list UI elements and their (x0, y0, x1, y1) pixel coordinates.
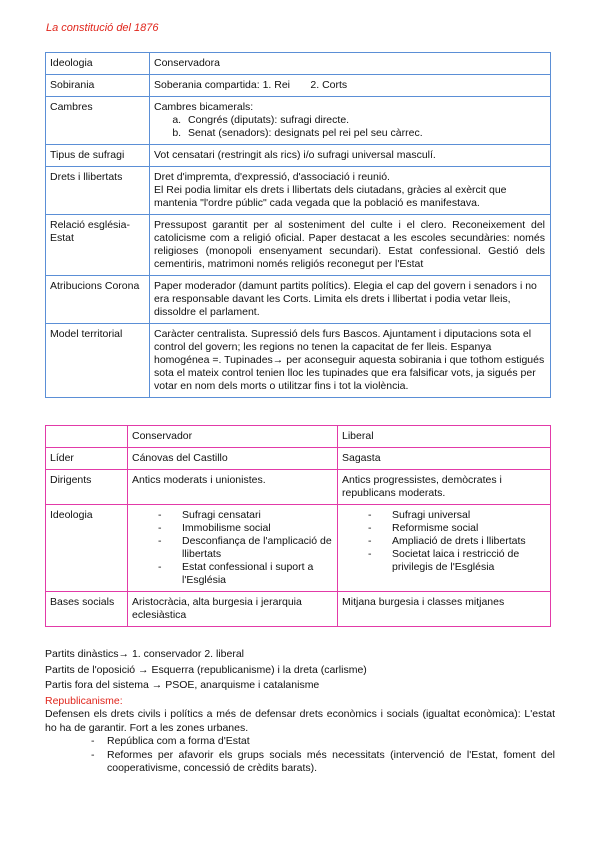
table-row-relacio (46, 215, 551, 276)
header-cell: Conservador (128, 426, 338, 448)
table-header-row (46, 426, 551, 448)
notes-line: Partits dinàstics→ 1. conservador 2. liberal (45, 648, 245, 660)
row-label: Model territorial (46, 324, 150, 398)
list-item: - República com a forma d'Estat (107, 735, 555, 749)
row-value: Conservadora (150, 53, 551, 75)
table-row-bases (46, 592, 551, 627)
table-row-drets (46, 167, 551, 215)
cell-liberal: Antics progressistes, demòcrates i republicans moderats. (338, 470, 551, 505)
cell-liberal: Sagasta (338, 448, 551, 470)
row-label: Ideologia (46, 505, 128, 592)
list-item: - Immobilisme social (172, 522, 332, 535)
table-row-atribucions (46, 276, 551, 324)
cell-conservador (128, 505, 338, 592)
cell-conservador: Aristocràcia, alta burgesia i jerarquia eclesiàstica (128, 592, 338, 627)
cambres-list (154, 114, 545, 140)
row-value: Soberania compartida: 1. Rei 2. Corts (150, 75, 551, 97)
row-label: Drets i llibertats (46, 167, 150, 215)
cell-conservador: Cánovas del Castillo (128, 448, 338, 470)
row-value: Caràcter centralista. Supressió dels furs Bascos. Ajuntament i diputacions sota el control del govern; les regions no tenen la capacitat de fer lleis. Espanya homogénea =. Tupinades→ per aconseguir aquesta sobirania i que tothom estigués sota el mateix control tenien lloc les tupinades que era falsificar vots, ja sigués per votar en nom dels morts o utilitzar fins i tot la violència. (150, 324, 551, 398)
list-item: - Societat laica i restricció de privilegis de l'Església (382, 548, 545, 574)
row-value (150, 97, 551, 145)
row-label: Tipus de sufragi (46, 145, 150, 167)
list-item: - Estat confessional i suport a l'Església (172, 561, 332, 587)
row-label: Ideologia (46, 53, 150, 75)
row-label: Atribucions Corona (46, 276, 150, 324)
section-paragraph: Defensen els drets civils i polítics a més de defensar drets econòmics i socials (igualtat econòmica): L'estat ho ha de garantir. Fort a les zones urbanes. (45, 708, 555, 734)
row-value: Pressupost garantit per al sosteniment del culte i el clero. Reconeixement del catolicisme com a religió oficial. Paper destacat a les escoles secundàries: només religioses (monopoli ensenyament secundari). Estat confessional. Gestió dels cementiris, matrimoni només religiós reconegut per l'Estat (150, 215, 551, 276)
notes-line: Partis fora del sistema → PSOE, anarquisme i catalanisme (45, 679, 320, 691)
list-item: - Desconfiança de l'amplicació de llibertats (172, 535, 332, 561)
drets-line-1: Dret d'impremta, d'expressió, d'associació i reunió. (154, 171, 390, 183)
row-label: Relació església-Estat (46, 215, 150, 276)
constitution-table (45, 52, 551, 398)
row-label: Sobirania (46, 75, 150, 97)
parties-table (45, 425, 551, 627)
table-row-ideologia (46, 505, 551, 592)
cambres-intro: Cambres bicamerals: (154, 101, 254, 113)
list-item: - Sufragi censatari (172, 509, 332, 522)
table-row-ideologia (46, 53, 551, 75)
drets-line-2: El Rei podia limitar els drets i llibertats dels ciutadans, gràcies al exèrcit que mantenia "l'ordre públic" cada vegada que la població es manifestava. (154, 184, 507, 209)
table-row-sobirania (46, 75, 551, 97)
list-item: b. Senat (senadors): designats pel rei pel seu càrrec. (184, 127, 545, 140)
row-label: Dirigents (46, 470, 128, 505)
row-value: Paper moderador (damunt partits polítics). Elegia el cap del govern i senadors i no era responsable davant les Corts. Limita els drets i llibertat i podia vetar lleis, dissoldre el parlament. (150, 276, 551, 324)
row-label: Cambres (46, 97, 150, 145)
table-row-dirigents (46, 470, 551, 505)
list-item: - Reformisme social (382, 522, 545, 535)
row-label: Bases socials (46, 592, 128, 627)
notes-line: Partits de l'oposició → Esquerra (republicanisme) i la dreta (carlisme) (45, 663, 367, 676)
table-row-lider (46, 448, 551, 470)
liberal-ideology-list (342, 509, 545, 574)
republicanism-list (45, 735, 555, 776)
list-item: - Sufragi universal (382, 509, 545, 522)
table-row-model (46, 324, 551, 398)
cell-liberal: Mitjana burgesia i classes mitjanes (338, 592, 551, 627)
conservador-ideology-list (132, 509, 332, 587)
header-cell: Liberal (338, 426, 551, 448)
row-label: Líder (46, 448, 128, 470)
header-cell (46, 426, 128, 448)
list-item: - Reformes per afavorir els grups socials més necessitats (intervenció de l'Estat, foment del cooperativisme, concessió de crèdits barats). (107, 749, 555, 776)
table-row-sufragi (46, 145, 551, 167)
list-item: a. Congrés (diputats): sufragi directe. (184, 114, 545, 127)
list-item: - Ampliació de drets i llibertats (382, 535, 545, 548)
table-row-cambres (46, 97, 551, 145)
cell-liberal (338, 505, 551, 592)
row-value: Vot censatari (restringit als rics) i/o sufragi universal masculí. (150, 145, 551, 167)
row-value (150, 167, 551, 215)
page-title: La constitució del 1876 (46, 22, 159, 34)
notes-section (45, 648, 555, 776)
cell-conservador: Antics moderats i unionistes. (128, 470, 338, 505)
section-heading: Republicanisme: (45, 694, 123, 707)
